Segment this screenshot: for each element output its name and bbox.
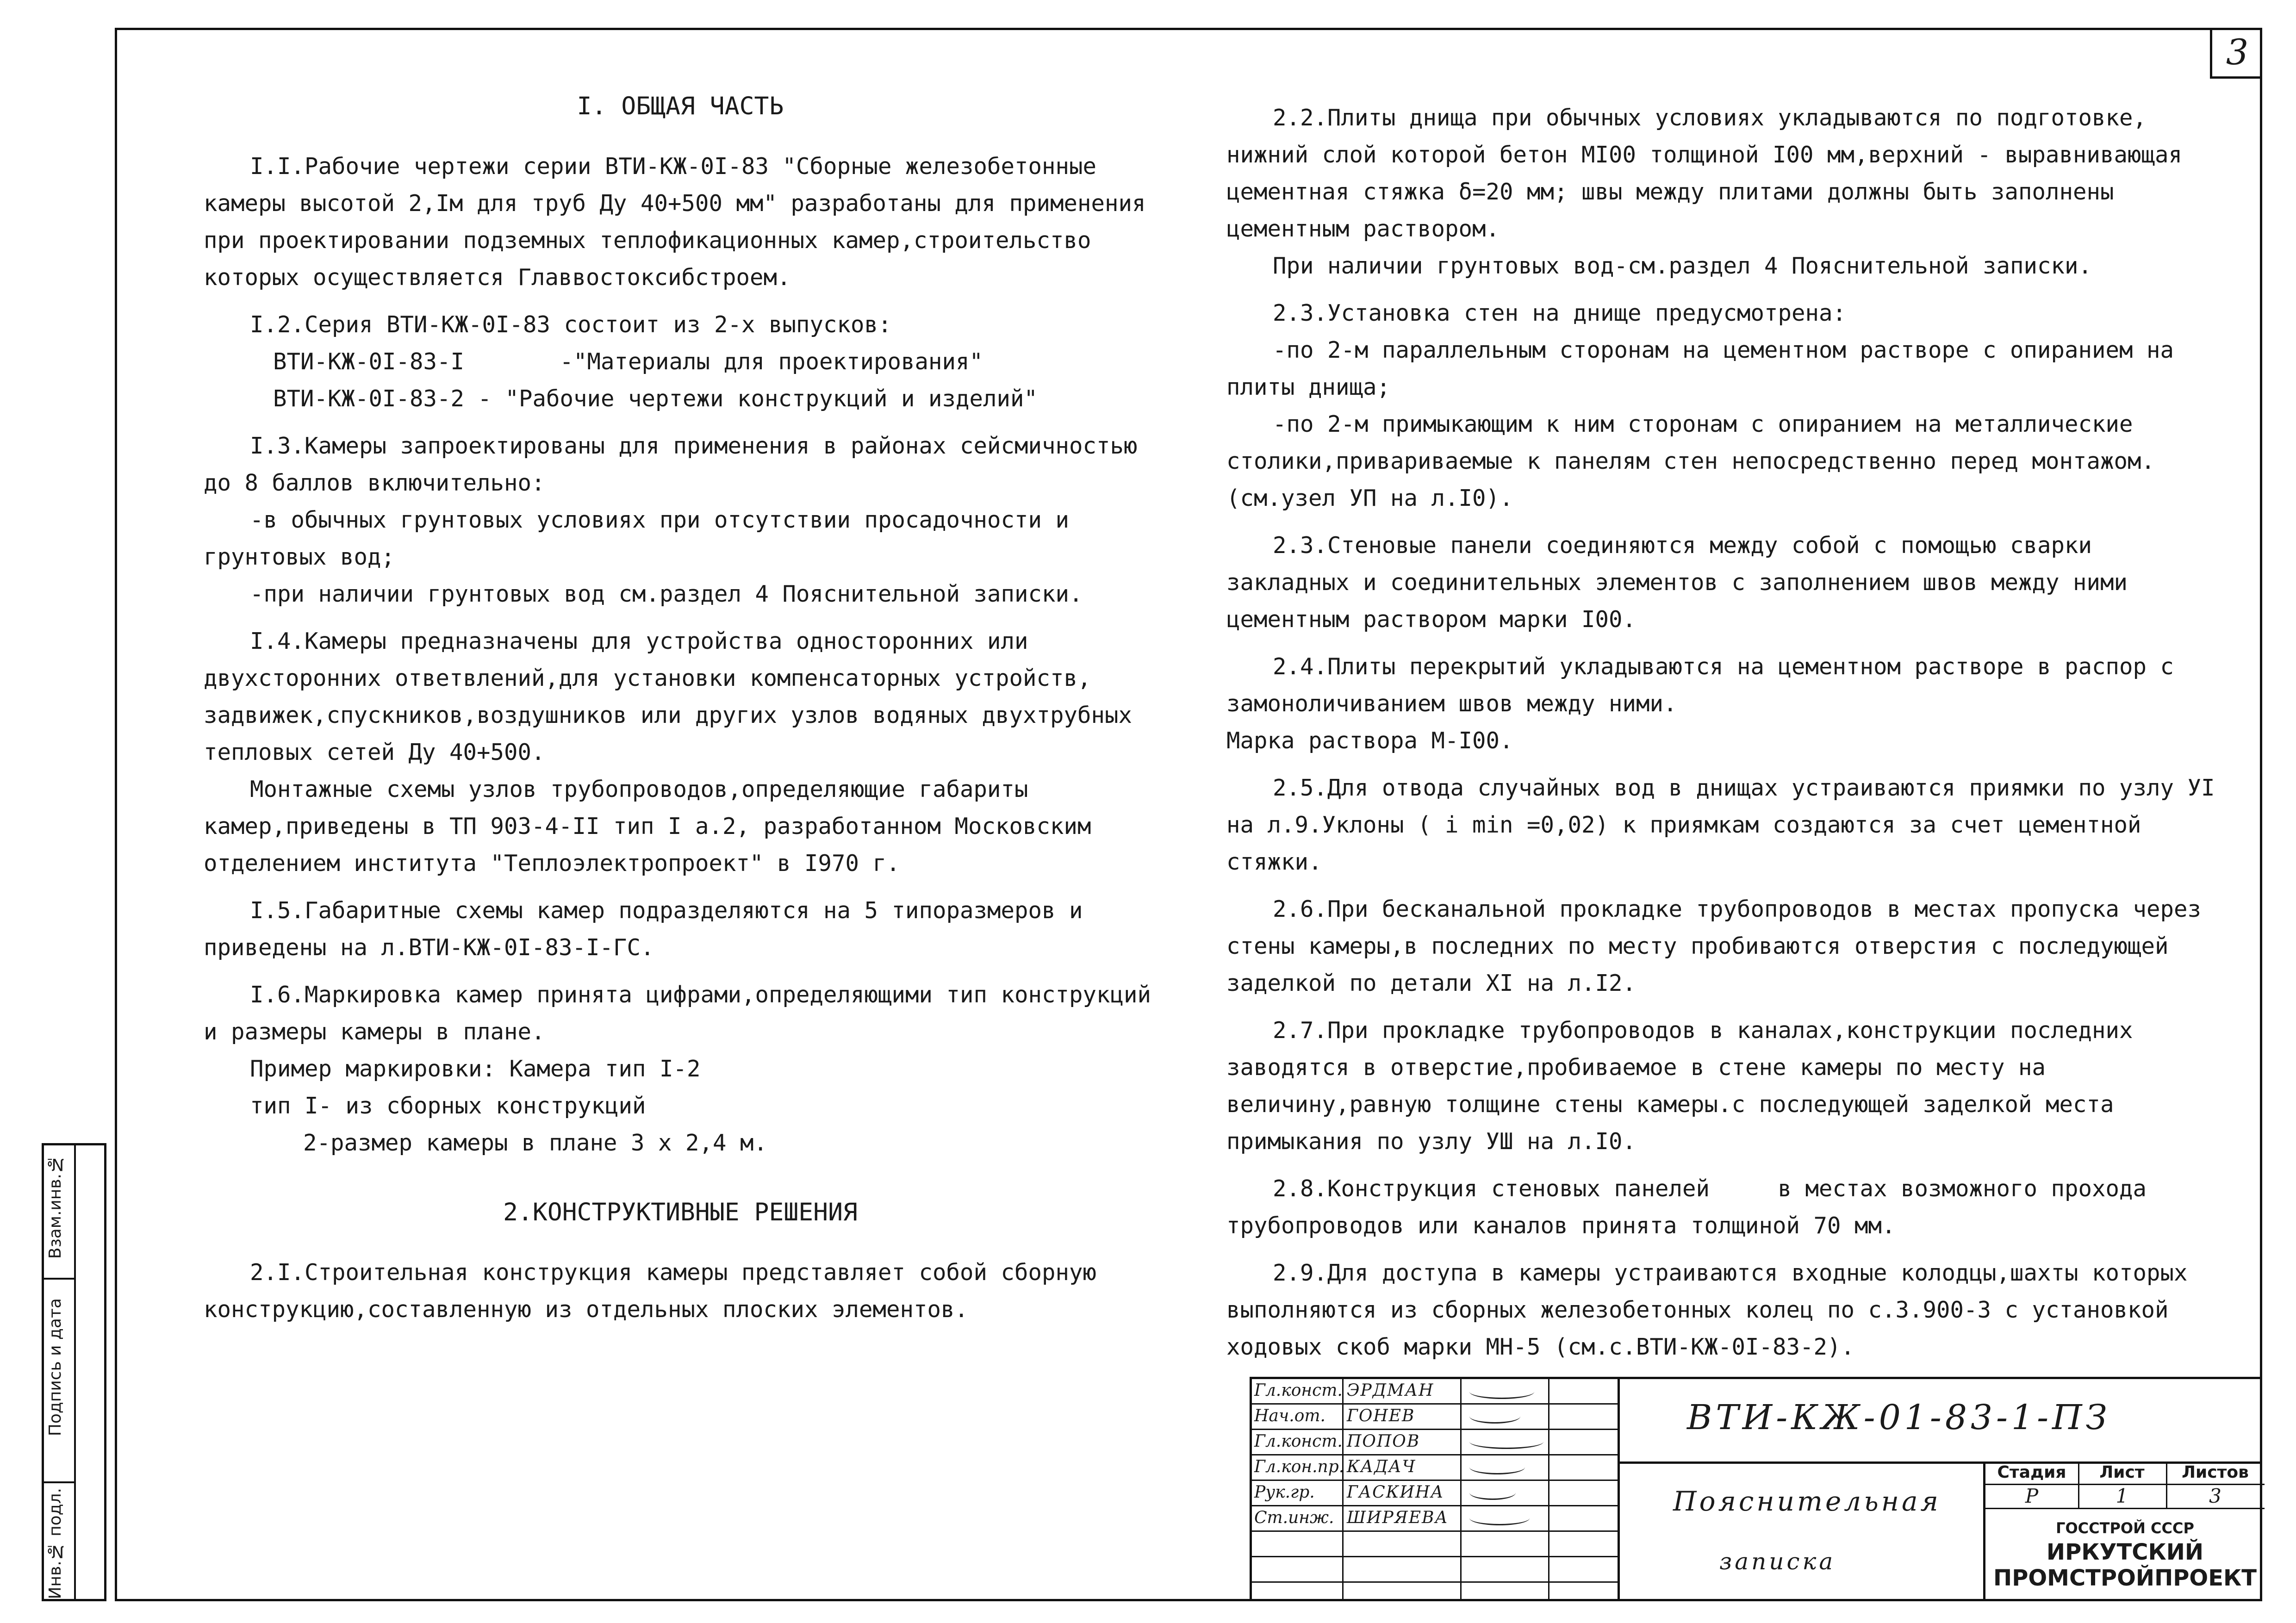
- table-divider: [1548, 1379, 1549, 1601]
- right-column: [1226, 99, 2229, 1376]
- blank-row: [1252, 1557, 1618, 1583]
- sheet-header: Лист: [2099, 1463, 2145, 1482]
- org-name: [1985, 1539, 2265, 1591]
- signature-row: [1252, 1430, 1618, 1455]
- paragraph-1-3: I.3.Камеры запроектированы для применения в районах сейсмичностью до 8 баллов включительно:: [204, 433, 1151, 496]
- document-name-line1: Пояснительная: [1673, 1486, 1941, 1517]
- side-cell-vzam: [44, 1145, 74, 1280]
- table-divider: [1460, 1379, 1462, 1601]
- row-name: ШИРЯЕВА: [1347, 1508, 1449, 1527]
- paragraph-2-4: 2.4.Плиты перекрытий укладываются на цементном растворе в распор с замоноличиванием швов между ними.: [1226, 653, 2188, 717]
- sheets-value: 3: [2209, 1485, 2221, 1507]
- row-name: КАДАЧ: [1347, 1457, 1416, 1476]
- signature-mark: [1469, 1385, 1534, 1399]
- signature-row: [1252, 1481, 1618, 1506]
- stage-block: [1983, 1461, 2265, 1601]
- paragraph-1-2-item-b: ВТИ-КЖ-0I-83-2 - "Рабочие чертежи конструкций и изделий": [273, 386, 1038, 412]
- paragraph-2-3-item-b: -по 2-м примыкающим к ним сторонам с опиранием на металлические столики,привариваемые к панелям стен непосредственно перед монтажом. (см.узел УП на л.I0).: [1226, 411, 2169, 511]
- side-strip-divider: [74, 1145, 76, 1599]
- paragraph-2-1: 2.I.Строительная конструкция камеры представляет собой сборную конструкцию,составленную из отдельных плоских элементов.: [204, 1259, 1110, 1323]
- title-block: [1250, 1377, 2262, 1601]
- table-divider: [1342, 1379, 1344, 1601]
- signature-row: [1252, 1455, 1618, 1481]
- section1-title: I. ОБЩАЯ ЧАСТЬ: [577, 92, 784, 120]
- paragraph-2-2: 2.2.Плиты днища при обычных условиях укладываются по подготовке, нижний слой которой бетон MI00 толщиной I00 мм,верхний - выравнивающая цементная стяжка δ=20 мм; швы между плитами должны быть заполнены цементным раствором.: [1226, 105, 2196, 242]
- org-line2: ИРКУТСКИЙ: [2046, 1539, 2204, 1565]
- row-role: Нач.от.: [1254, 1406, 1325, 1425]
- paragraph-2-2-b: При наличии грунтовых вод-см.раздел 4 Пояснительной записки.: [1273, 253, 2092, 279]
- side-label-inv: Инв.№ подл.: [46, 1488, 65, 1599]
- paragraph-1-5: I.5.Габаритные схемы камер подразделяются на 5 типоразмеров и приведены на л.ВТИ-КЖ-0I-83-I-ГС.: [204, 897, 1097, 961]
- paragraph-1-3-item-a: -в обычных грунтовых условиях при отсутствии просадочности и грунтовых вод;: [204, 507, 1083, 570]
- paragraph-2-7: 2.7.При прокладке трубопроводов в каналах,конструкции последних заводятся в отверстие,пробиваемое в стене камеры по месту на величину,равную толщине стены камеры.с последующей заделкой места примыкания по узлу УШ на л.I0.: [1226, 1017, 2147, 1155]
- paragraph-1-6-type: тип I- из сборных конструкций: [250, 1093, 646, 1119]
- side-cell-podpis: [44, 1280, 74, 1483]
- title-block-divider: [1618, 1379, 1620, 1601]
- signature-mark: [1469, 1511, 1530, 1525]
- row-role: Гл.конст.: [1254, 1432, 1343, 1451]
- paragraph-2-3-item-a: -по 2-м параллельным сторонам на цементном растворе с опиранием на плиты днища;: [1226, 337, 2188, 400]
- paragraph-2-6: 2.6.При бесканальной прокладке трубопроводов в местах пропуска через стены камеры,в последних по месту пробиваются отверстия с последующей заделкой по детали XI на л.I2.: [1226, 896, 2215, 996]
- org-line3: ПРОМСТРОЙПРОЕКТ: [1993, 1565, 2257, 1591]
- sheets-header: Листов: [2182, 1463, 2249, 1482]
- signature-mark: [1469, 1460, 1525, 1474]
- paragraph-1-6-size: 2-размер камеры в плане 3 х 2,4 м.: [303, 1130, 768, 1156]
- row-role: Ст.инж.: [1254, 1508, 1334, 1527]
- signature-row: [1252, 1405, 1618, 1430]
- signatures-table: [1252, 1379, 1618, 1601]
- signature-mark: [1469, 1435, 1543, 1449]
- document-code: ВТИ-КЖ-01-83-1-ПЗ: [1687, 1398, 2111, 1437]
- paragraph-1-4: I.4.Камеры предназначены для устройства односторонних или двухсторонних ответвлений,для установки компенсаторных устройств, задвижек,спускников,воздушников или других узлов водяных двухтрубных тепловых сетей Ду 40+500.: [204, 628, 1146, 765]
- signature-mark: [1469, 1486, 1516, 1500]
- sheet-value: 1: [2116, 1485, 2128, 1507]
- paragraph-2-3-panels: 2.3.Стеновые панели соединяются между собой с помощью сварки закладных и соединительных элементов с заполнением швов между ними цементным раствором марки I00.: [1226, 532, 2141, 633]
- paragraph-2-3: 2.3.Установка стен на днище предусмотрена:: [1273, 300, 1847, 326]
- row-name: ЭРДМАН: [1347, 1381, 1434, 1400]
- paragraph-2-8: 2.8.Конструкция стеновых панелей в местах возможного прохода трубопроводов или каналов принята толщиной 70 мм.: [1226, 1175, 2160, 1239]
- document-name-line2: записка: [1719, 1548, 1836, 1575]
- signature-mark: [1469, 1409, 1520, 1424]
- side-label-vzam: Взам.инв.№: [46, 1155, 65, 1259]
- signature-row: [1252, 1379, 1618, 1405]
- paragraph-2-4-b: Марка раствора М-I00.: [1226, 728, 1513, 754]
- row-role: Гл.кон.пр.: [1254, 1457, 1344, 1476]
- stage-value: Р: [2025, 1485, 2039, 1507]
- stage-header: Стадия: [1997, 1463, 2066, 1482]
- left-column: [204, 88, 1165, 1338]
- side-label-podpis: Подпись и дата: [46, 1298, 65, 1436]
- paragraph-1-3-item-b: -при наличии грунтовых вод см.раздел 4 Пояснительной записки.: [250, 581, 1083, 607]
- row-role: Рук.гр.: [1254, 1483, 1315, 1502]
- row-name: ГАСКИНА: [1347, 1483, 1444, 1502]
- paragraph-1-4-b: Монтажные схемы узлов трубопроводов,определяющие габариты камер,приведены в ТП 903-4-II тип I а.2, разработанном Московским отделением института "Теплоэлектропроект" в I970 г.: [204, 776, 1105, 877]
- section2-title: 2.КОНСТРУКТИВНЫЕ РЕШЕНИЯ: [503, 1198, 858, 1226]
- paragraph-2-9: 2.9.Для доступа в камеры устраиваются входные колодцы,шахты которых выполняются из сборных железобетонных колец по с.3.900-3 с установкой ходовых скоб марки МН-5 (см.с.ВТИ-КЖ-0I-83-2).: [1226, 1260, 2202, 1360]
- row-name: ПОПОВ: [1347, 1432, 1420, 1451]
- stage-hline: [1985, 1508, 2265, 1509]
- org-line1: ГОССТРОЙ СССР: [2056, 1519, 2194, 1537]
- row-name: ГОНЕВ: [1347, 1406, 1415, 1425]
- paragraph-2-5: 2.5.Для отвода случайных вод в днищах устраиваются приямки по узлу УI на л.9.Уклоны ( i min =0,02) к приямкам создаются за счет цементной стяжки.: [1226, 775, 2229, 875]
- side-cell-inv: [44, 1483, 74, 1601]
- paragraph-1-2: I.2.Серия ВТИ-КЖ-0I-83 состоит из 2-х выпусков:: [250, 311, 892, 338]
- sheet-number: 3: [2210, 28, 2262, 79]
- paragraph-1-6-example: Пример маркировки: Камера тип I-2: [250, 1056, 701, 1082]
- paragraph-1-2-item-a: ВТИ-КЖ-0I-83-I -"Материалы для проектирования": [273, 348, 983, 375]
- row-role: Гл.конст.: [1254, 1381, 1343, 1400]
- side-stamp-strip: [42, 1143, 106, 1601]
- paragraph-1-6: I.6.Маркировка камер принята цифрами,определяющими тип конструкций и размеры камеры в плане.: [204, 982, 1165, 1045]
- paragraph-1-1: I.I.Рабочие чертежи серии ВТИ-КЖ-0I-83 "Сборные железобетонные камеры высотой 2,Iм для труб Ду 40+500 мм" разработаны для применения при проектировании подземных теплофикационных камер,строительство которых осуществляется Главвостоксибстроем.: [204, 153, 1160, 291]
- signature-row: [1252, 1506, 1618, 1532]
- blank-row: [1252, 1532, 1618, 1557]
- blank-row: [1252, 1583, 1618, 1608]
